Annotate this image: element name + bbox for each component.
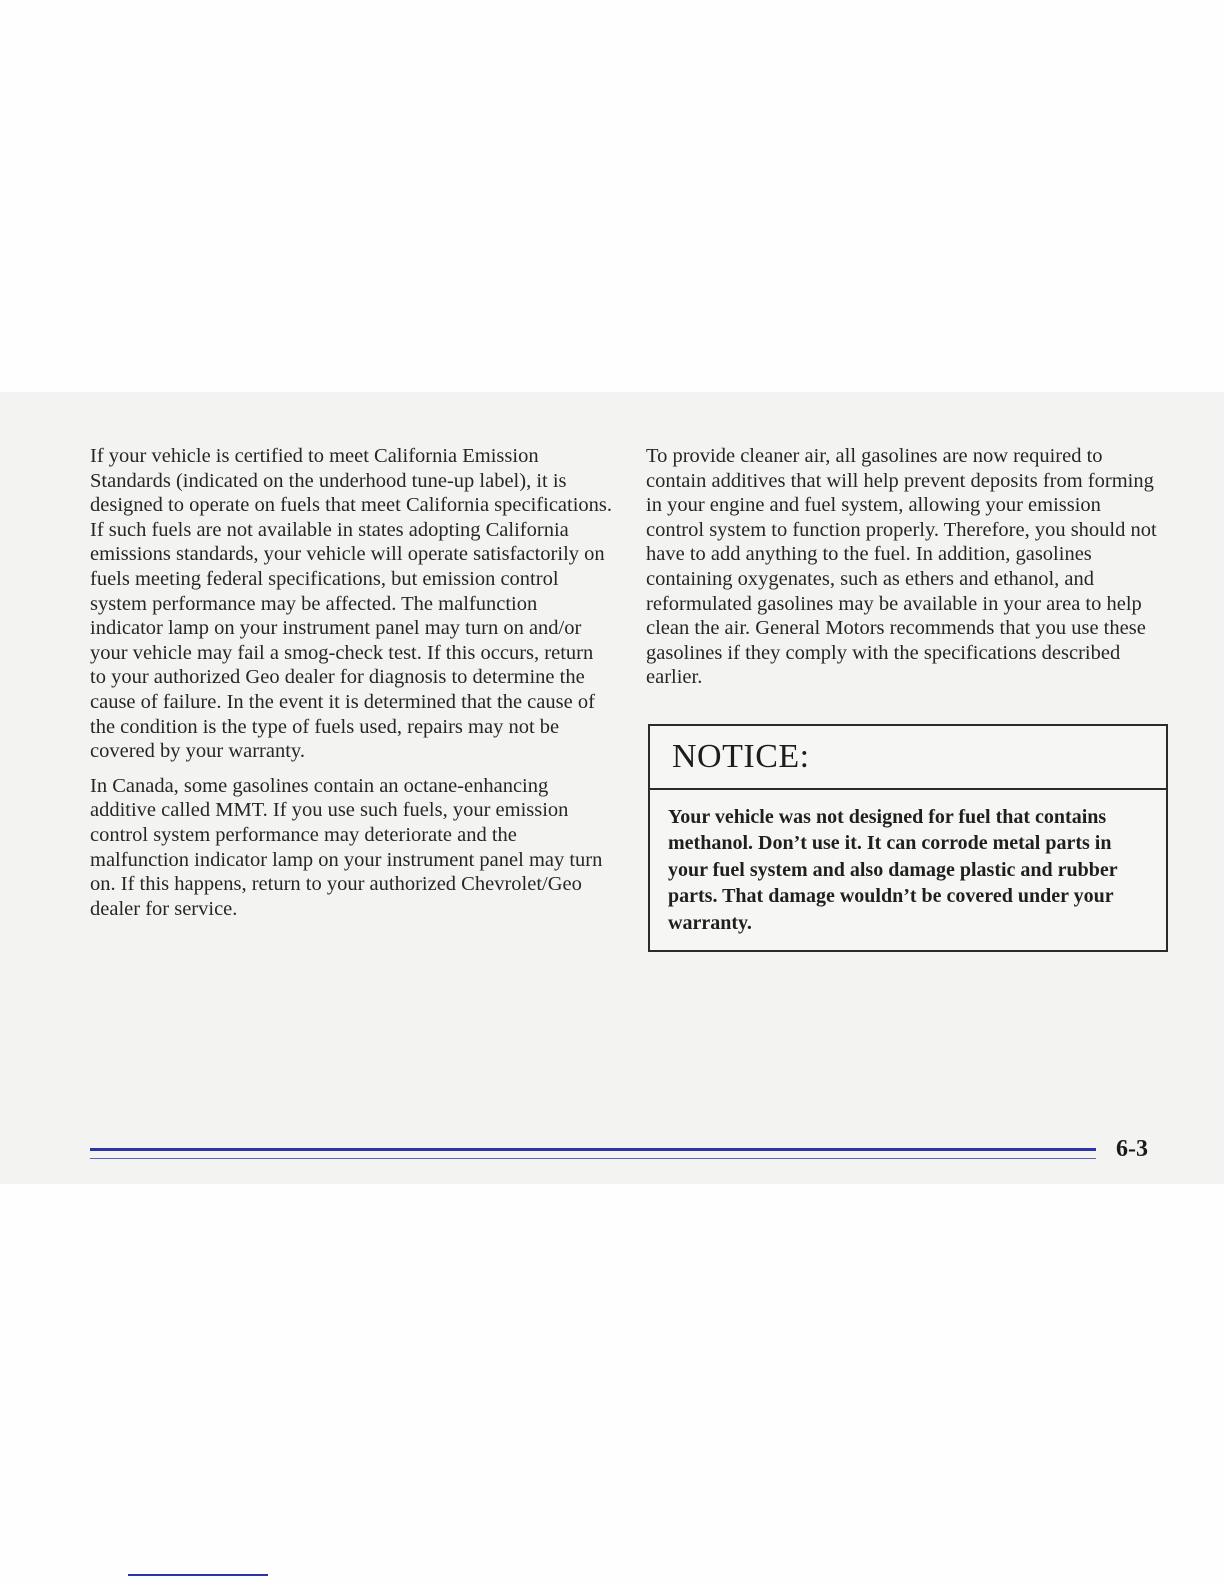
notice-body: Your vehicle was not designed for fuel that contains methanol. Don’t use it. It can corrode metal parts in your fuel system and also damage plastic and rubber parts. That damage wouldn’t be covered under your warranty. [668, 806, 1118, 934]
paragraph-cleaner-air: To provide cleaner air, all gasolines are now required to contain additives that will help prevent deposits from forming in your engine and fuel system, allowing your emission control system to function properly. Therefore, you should not have to add anything to the fuel. In addition, gasolines containing oxygenates, such as ethers and ethanol, and reformulated gasolines may be available in your area to help clean the air. General Motors recommends that you use these gasolines if they comply with the specifications described earlier. [646, 445, 1157, 689]
paragraph-california-emission: If your vehicle is certified to meet California Emission Standards (indicated on the underhood tune-up label), it is designed to operate on fuels that meet California specifications. If such fuels are not available in states adopting California emissions standards, your vehicle will operate satisfactorily on fuels meeting federal specifications, but emission control system performance may be affected. The malfunction indicator lamp on your instrument panel may turn on and/or your vehicle may fail a smog-check test. If this occurs, return to your authorized Geo dealer for diagnosis to determine the cause of failure. In the event it is determined that the cause of the condition is the type of fuels used, repairs may not be covered by your warranty. [90, 445, 613, 763]
notice-header [650, 726, 1166, 790]
right-column [646, 444, 1162, 700]
bottom-rule-mark [128, 1574, 268, 1576]
notice-title: NOTICE: [672, 738, 810, 775]
footer-rule-thick [90, 1148, 1096, 1151]
footer-rule-thin [90, 1158, 1096, 1159]
page-number: 6-3 [1116, 1136, 1148, 1162]
paragraph-canada-mmt: In Canada, some gasolines contain an octane-enhancing additive called MMT. If you use such fuels, your emission control system performance may deteriorate and the malfunction indicator lamp on your instrument panel may turn on. If this happens, return to your authorized Chevrolet/Geo dealer for service. [90, 774, 603, 920]
notice-box [648, 724, 1168, 952]
left-column [90, 444, 612, 931]
